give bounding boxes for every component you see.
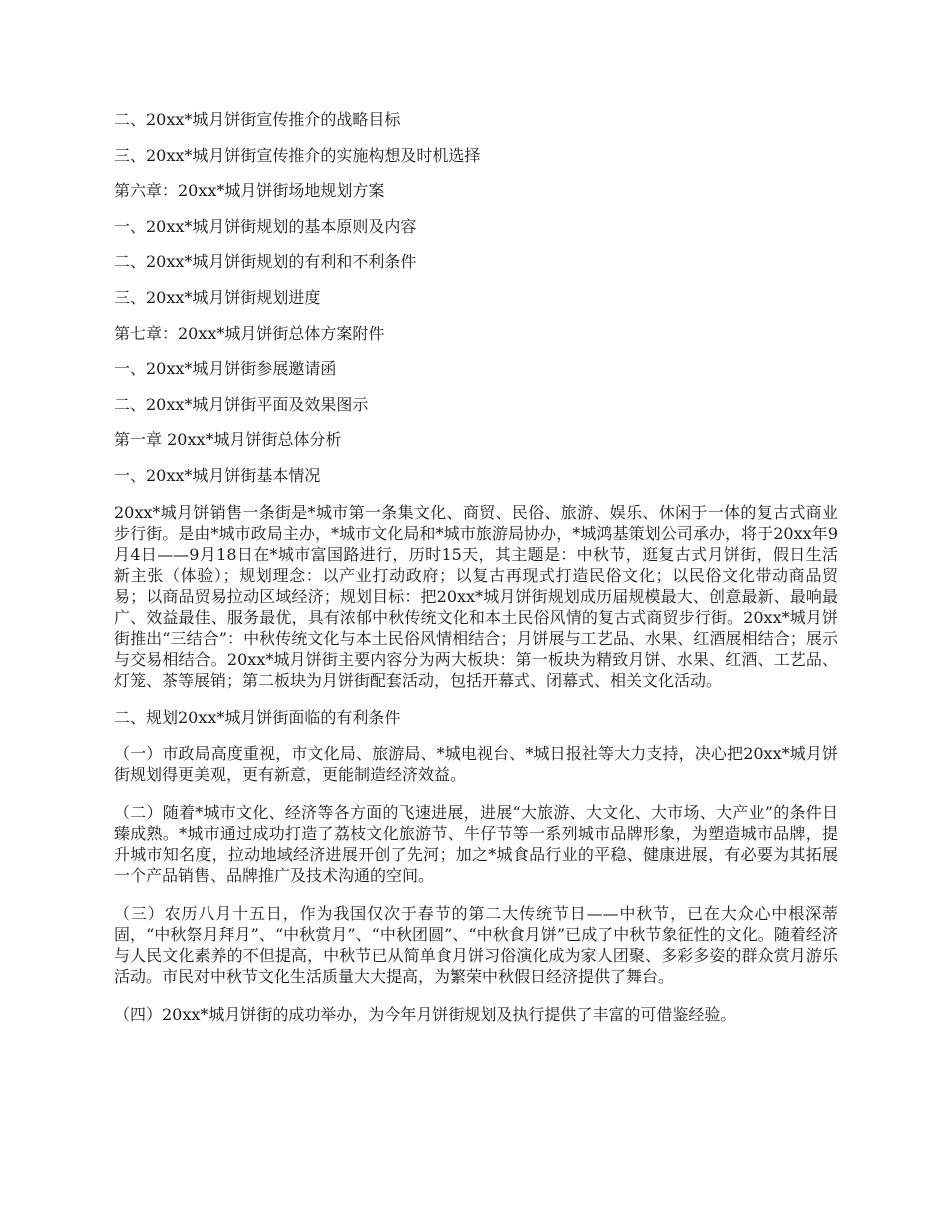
condition-paragraph: （二）随着*城市文化、经济等各方面的飞速进展，进展“大旅游、大文化、大市场、大产业”的条件日臻成熟。*城市通过成功打造了荔枝文化旅游节、牛仔节等一系列城市品牌形象，为塑造城市品牌，提升城市知名度，拉动地域经济进展开创了先河；加之*城食品行业的平稳、健康进展，有必要为其拓展一个产品销售、品牌推广及技术沟通的空间。	[114, 803, 838, 886]
outline-line: 三、20xx*城月饼街宣传推介的实施构想及时机选择	[114, 145, 481, 165]
condition-paragraph: （四）20xx*城月饼街的成功举办，为今年月饼街规划及执行提供了丰富的可借鉴经验。	[114, 1005, 737, 1025]
chapter-heading: 第六章：20xx*城月饼街场地规划方案	[114, 181, 385, 201]
section-heading: 一、20xx*城月饼街基本情况	[114, 465, 321, 485]
outline-line: 二、20xx*城月饼街平面及效果图示	[114, 394, 369, 414]
outline-line: 二、20xx*城月饼街宣传推介的战略目标	[114, 110, 401, 129]
outline-line: 二、20xx*城月饼街规划的有利和不利条件	[114, 252, 417, 272]
chapter-heading: 第七章：20xx*城月饼街总体方案附件	[114, 323, 385, 343]
chapter-heading: 第一章 20xx*城月饼街总体分析	[114, 430, 342, 450]
document-body	[114, 110, 838, 1042]
outline-line: 三、20xx*城月饼街规划进度	[114, 287, 321, 307]
condition-paragraph: （一）市政局高度重视，市文化局、旅游局、*城电视台、*城日报社等大力支持，决心把20xx*城月饼街规划得更美观，更有新意，更能制造经济效益。	[114, 744, 838, 785]
section-heading: 二、规划20xx*城月饼街面临的有利条件	[114, 707, 401, 727]
intro-paragraph: 20xx*城月饼销售一条街是*城市第一条集文化、商贸、民俗、旅游、娱乐、休闲于一体的复古式商业步行街。是由*城市政局主办，*城市文化局和*城市旅游局协办，*城鸿基策划公司承办，将于20xx年9月4日——9月18日在*城市富国路进行，历时15天，其主题是：中秋节，逛复古式月饼街，假日生活新主张（体验）；规划理念：以产业打动政府；以复古再现式打造民俗文化；以民俗文化带动商品贸易；以商品贸易拉动区域经济；规划目标：把20xx*城月饼街规划成历届规模最大、创意最新、最响最广、效益最佳、服务最优，具有浓郁中秋传统文化和本土民俗风情的复古式商贸步行街。20xx*城月饼街推出“三结合”：中秋传统文化与本土民俗风情相结合；月饼展与工艺品、水果、红酒展相结合；展示与交易相结合。20xx*城月饼街主要内容分为两大板块：第一板块为精致月饼、水果、红酒、工艺品、灯笼、茶等展销；第二板块为月饼街配套活动，包括开幕式、闭幕式、相关文化活动。	[114, 502, 838, 690]
outline-line: 一、20xx*城月饼街规划的基本原则及内容	[114, 216, 417, 236]
condition-paragraph: （三）农历八月十五日，作为我国仅次于春节的第二大传统节日——中秋节，已在大众心中根深蒂固，“中秋祭月拜月”、“中秋赏月”、“中秋团圆”、“中秋食月饼”已成了中秋节象征性的文化。随着经济与人民文化素养的不但提高，中秋节已从简单食月饼习俗演化成为家人团聚、多彩多姿的群众赏月游乐活动。市民对中秋节文化生活质量大大提高，为繁荣中秋假日经济提供了舞台。	[114, 904, 838, 987]
outline-line: 一、20xx*城月饼街参展邀请函	[114, 359, 337, 379]
